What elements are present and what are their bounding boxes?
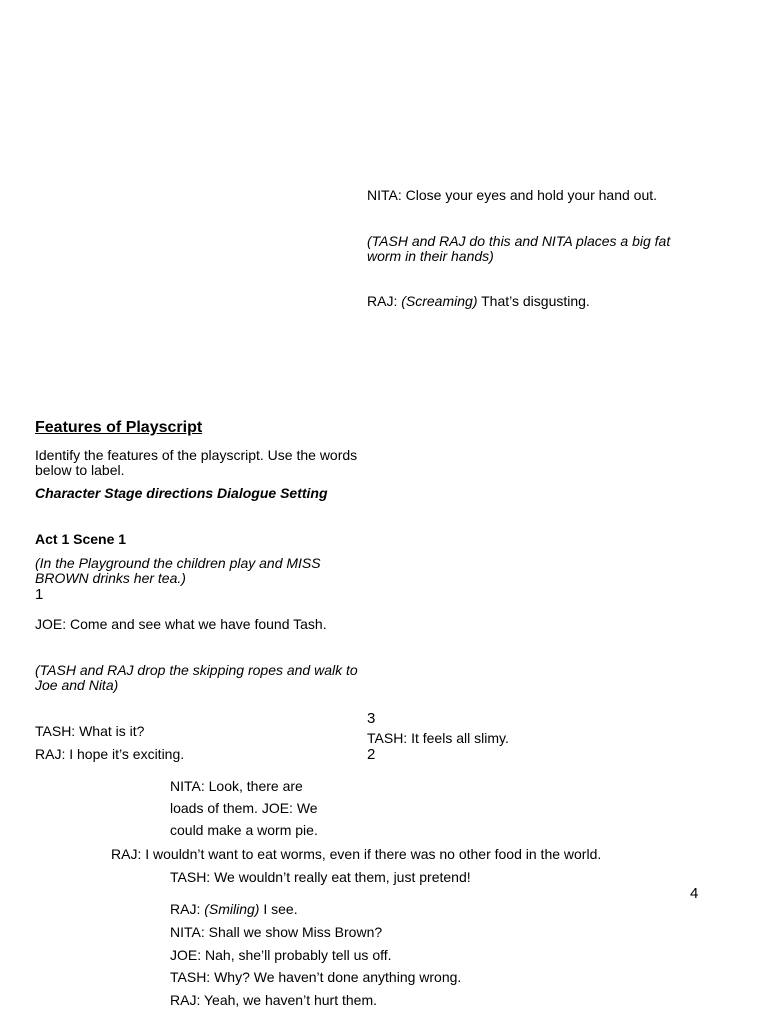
joe-line: JOE: Come and see what we have found Tash. [35,616,327,632]
dialogue-text: I see. [259,901,298,917]
tash-line-pretend: TASH: We wouldn’t really eat them, just pretend! [170,869,471,885]
joe-line-nah: JOE: Nah, she’ll probably tell us off. [170,947,392,963]
nita-line-show: NITA: Shall we show Miss Brown? [170,924,383,940]
raj-line-yeah: RAJ: Yeah, we haven’t hurt them. [170,992,378,1008]
worksheet-instruction: Identify the features of the playscript. Use the words below to label. [35,447,358,478]
raj-line-worms: RAJ: I wouldn’t want to eat worms, even if there was no other food in the world. [111,846,602,862]
speaker-label: RAJ: [367,293,402,309]
loads-line: loads of them. JOE: We [170,800,318,816]
label-number-3: 3 [367,710,376,727]
tash-line-what: TASH: What is it? [35,723,145,739]
worksheet-heading: Features of Playscript [35,419,203,436]
second-stage-direction: (TASH and RAJ drop the skipping ropes and walk to Joe and Nita) [35,662,358,693]
speaker-label: RAJ: [170,901,205,917]
raj-line-exciting: RAJ: I hope it’s exciting. [35,746,185,762]
tash-line-slimy: TASH: It feels all slimy. [367,730,509,746]
worm-pie-line: could make a worm pie. [170,822,318,838]
inline-stage-direction: (Smiling) [204,901,260,917]
stage-direction-worm: (TASH and RAJ do this and NITA places a big fat worm in their hands) [367,233,671,264]
label-number-1: 1 [35,586,44,603]
raj-line-smiling [170,902,298,917]
word-bank: Character Stage directions Dialogue Setting [35,485,328,501]
inline-stage-direction: (Screaming) [401,293,478,309]
label-number-2: 2 [367,746,376,763]
act-scene-title: Act 1 Scene 1 [35,531,127,547]
tash-line-why: TASH: Why? We haven’t done anything wrong. [170,969,462,985]
nita-line-look: NITA: Look, there are [170,778,303,794]
raj-line-disgusting [367,294,590,309]
nita-line-close-eyes: NITA: Close your eyes and hold your hand out. [367,187,658,203]
dialogue-text: That’s disgusting. [477,293,590,309]
opening-stage-direction: (In the Playground the children play and MISS BROWN drinks her tea.) [35,555,321,586]
label-number-4: 4 [690,885,699,902]
